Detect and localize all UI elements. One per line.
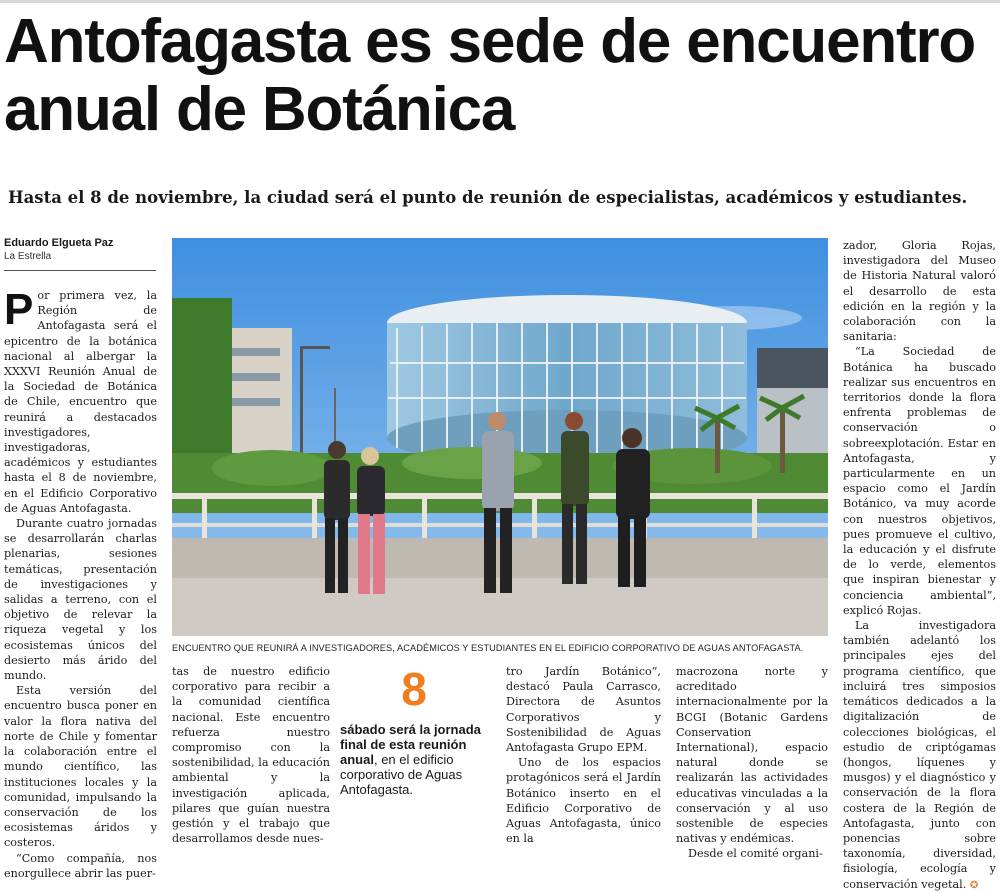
byline: [4, 236, 156, 263]
callout-number: 8: [401, 663, 427, 715]
callout-bold-text: sábado será la jornada final de esta reunión anual: [340, 722, 481, 767]
callout-box: [340, 664, 488, 797]
paragraph: tas de nuestro edificio corporativo para recibir a la comunidad científica nacional. Este encuentro refuerza nuestro compromiso con la sostenibilidad, la educación ambiental y la investigación aplicada, pilares que guían nuestra gestión y el trabajo que desarrollamos desde nues-: [172, 665, 330, 846]
paragraph: zador, Gloria Rojas, investigadora del Museo de Historia Natural valoró el desarrollo de esta edición en la región y la colaboración con la sanitaria:: [843, 239, 996, 344]
paragraph: tro Jardín Botánico”, destacó Paula Carrasco, Directora de Asuntos Corporativos y Sostenibilidad de Aguas Antofagasta Grupo EPM.: [506, 665, 661, 755]
article-column-4: [676, 664, 828, 861]
article-column-2: [172, 664, 330, 856]
paragraph: “Como compañía, nos enorgullece abrir las puer-: [4, 851, 157, 880]
paragraph-text: or primera vez, la Región de Antofagasta será el epicentro de la botánica nacional al albergar la XXXVI Reunión Anual de la Sociedad de Botánica de Chile, encuentro que reunirá a destacados investigadores, investigadoras, académicos y estudiantes hasta el 8 de noviembre, en el Edificio Corporativo de Aguas Antofagasta.: [4, 289, 157, 515]
callout-text: [340, 722, 488, 797]
callout-rest-text: , en el edificio corporativo de Aguas Antofagasta.: [340, 752, 463, 797]
article-column-1: [4, 285, 157, 880]
byline-divider: [4, 270, 156, 271]
right-canopy: [757, 348, 828, 388]
article-column-5: [843, 238, 996, 891]
end-mark-icon: ✪: [969, 879, 979, 891]
photo-caption: ENCUENTRO QUE REUNIRÁ A INVESTIGADORES, ACADÉMICOS Y ESTUDIANTES EN EL EDIFICIO CORPORATIVO DE AGUAS ANTOFAGASTA.: [172, 643, 804, 653]
article-column-3: [506, 664, 661, 856]
paragraph-text: La investigadora también adelantó los principales ejes del programa científico, que incluirá tres simposios temáticos dedicados a la digitalización de colecciones biológicas, el estudio de criptógamas (hongos, líquenes y musgos) y el diagnóstico y conservación de la flora costera de la Región de Antofagasta, junto con ponencias sobre taxonomía, diversidad, fisiología, ecología y conservación vegetal.: [843, 619, 996, 891]
byline-outlet: La Estrella: [4, 251, 52, 262]
subheadline: Hasta el 8 de noviembre, la ciudad será el punto de reunión de especialistas, académicos y estudiantes.: [8, 188, 968, 207]
paragraph: Desde el comité organi-: [688, 847, 823, 861]
dropcap: P: [4, 285, 34, 334]
paragraph: [843, 618, 996, 893]
byline-author: Eduardo Elgueta Paz: [4, 237, 114, 249]
paragraph: “La Sociedad de Botánica ha buscado realizar sus encuentros en territorios donde la flora enfrenta problemas de conservación o sobreexplotación. Estar en Antofagasta, y particularmente en un espacio como el Jardín Botánico, va muy acorde con nuestros objetivos, pues promueve el cultivo, la educación y el disfrute de lo verde, elementos que inspiran bienestar y conciencia ambiental”, explicó Rojas.: [843, 345, 996, 617]
article-photo: [172, 238, 828, 636]
paragraph: Durante cuatro jornadas se desarrollarán charlas plenarias, sesiones temáticas, presentación de investigaciones y salidas a terreno, con el objetivo de relevar la riqueza vegetal y los ecosistemas únicos del desierto más árido del mundo.: [4, 517, 157, 683]
paragraph: Uno de los espacios protagónicos será el Jardín Botánico inserto en el Edificio Corporativo de Aguas Antofagasta, único en la: [506, 756, 661, 846]
paragraph: macrozona norte y acreditado internacionalmente por la BCGI (Botanic Gardens Conservation International), espacio natural donde se realizarán las actividades educativas vinculadas a la conservación y al uso sostenible de especies nativas y endémicas.: [676, 665, 828, 846]
paragraph: [4, 285, 157, 516]
top-rule: [0, 0, 1000, 3]
photo-illustration: [172, 238, 828, 636]
paragraph: Esta versión del encuentro busca poner en valor la flora nativa del norte de Chile y fomentar la colaboración entre el mundo científico, las instituciones locales y la comunidad, impulsando la conservación de los ecosistemas áridos y costeros.: [4, 684, 157, 850]
headline: Antofagasta es sede de encuentro anual de Botánica: [4, 7, 976, 144]
